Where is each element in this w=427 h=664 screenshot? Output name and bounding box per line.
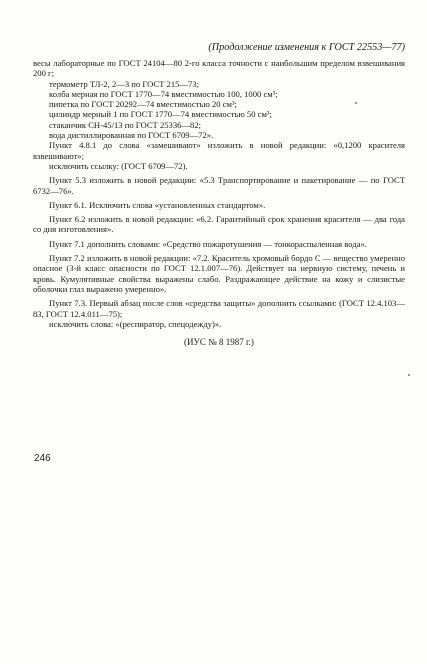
text-paragraph: Пункт 7.2 изложить в новой редакции: «7.2. Краситель хромовый бордо С — вещество умеренно опасное (3-й класс опасности по ГОСТ 12.1.007—76). Действует на нервную систему, печень и кровь. Кумулятивные свойства выражены слабо. Раздражающее действие на кожу и слизистые оболочки глаз выражено умеренно».	[33, 253, 405, 294]
text-line: колба мерная по ГОСТ 1770—74 вместимостью 100, 1000 см³;	[49, 88, 278, 99]
text-line: пипетка по ГОСТ 20292—74 вместимостью 20 см³;	[49, 99, 237, 110]
text-line: весы лабораторные по ГОСТ 24104—80 2-го класса точности с наибольшим пределом взвешивания 200 г;	[33, 58, 405, 79]
document-body	[33, 58, 405, 347]
text-paragraph: Пункт 6.2 изложить в новой редакции: «6.2. Гарантийный срок хранения красителя — два года со дня изготовления».	[33, 214, 405, 235]
scan-speck	[408, 374, 410, 376]
text-line: вода дистиллированная по ГОСТ 6709—72».	[49, 130, 214, 141]
text-paragraph: Пункт 7.1 дополнить словами: «Средство пожаротушения — тонкораспыленная вода».	[49, 238, 367, 249]
page-header: (Продолжение изменения к ГОСТ 22553—77)	[208, 42, 405, 53]
text-paragraph: Пункт 4.8.1 до слова «замешивают» изложить в новой редакции: «0,1200 красителя взвешивают»;	[33, 140, 405, 161]
text-paragraph: Пункт 5.3 изложить в новой редакции: «5.3 Транспортирование и пакетирование — по ГОСТ 6732—76».	[33, 175, 405, 196]
source-reference: (ИУС № 8 1987 г.)	[184, 337, 254, 348]
scan-speck	[355, 102, 357, 104]
text-line: исключить слова: «(респиратор, спецодежду)».	[49, 318, 222, 329]
text-line: цилиндр мерный 1 по ГОСТ 1770—74 вместимостью 50 см³;	[49, 109, 272, 120]
text-line: исключить ссылку: (ГОСТ 6709—72).	[49, 160, 188, 171]
text-paragraph: Пункт 6.1. Исключить слова «установленных стандартом».	[49, 199, 266, 210]
page-number: 246	[34, 453, 51, 464]
text-line: стаканчик СН-45/13 по ГОСТ 25336—82;	[49, 119, 202, 130]
text-line: термометр ТЛ-2, 2—3 по ГОСТ 215—73;	[49, 78, 200, 89]
text-paragraph: Пункт 7.3. Первый абзац после слов «средства защиты» дополнить ссылками: (ГОСТ 12.4.103—83, ГОСТ 12.4.011—75);	[33, 298, 405, 319]
